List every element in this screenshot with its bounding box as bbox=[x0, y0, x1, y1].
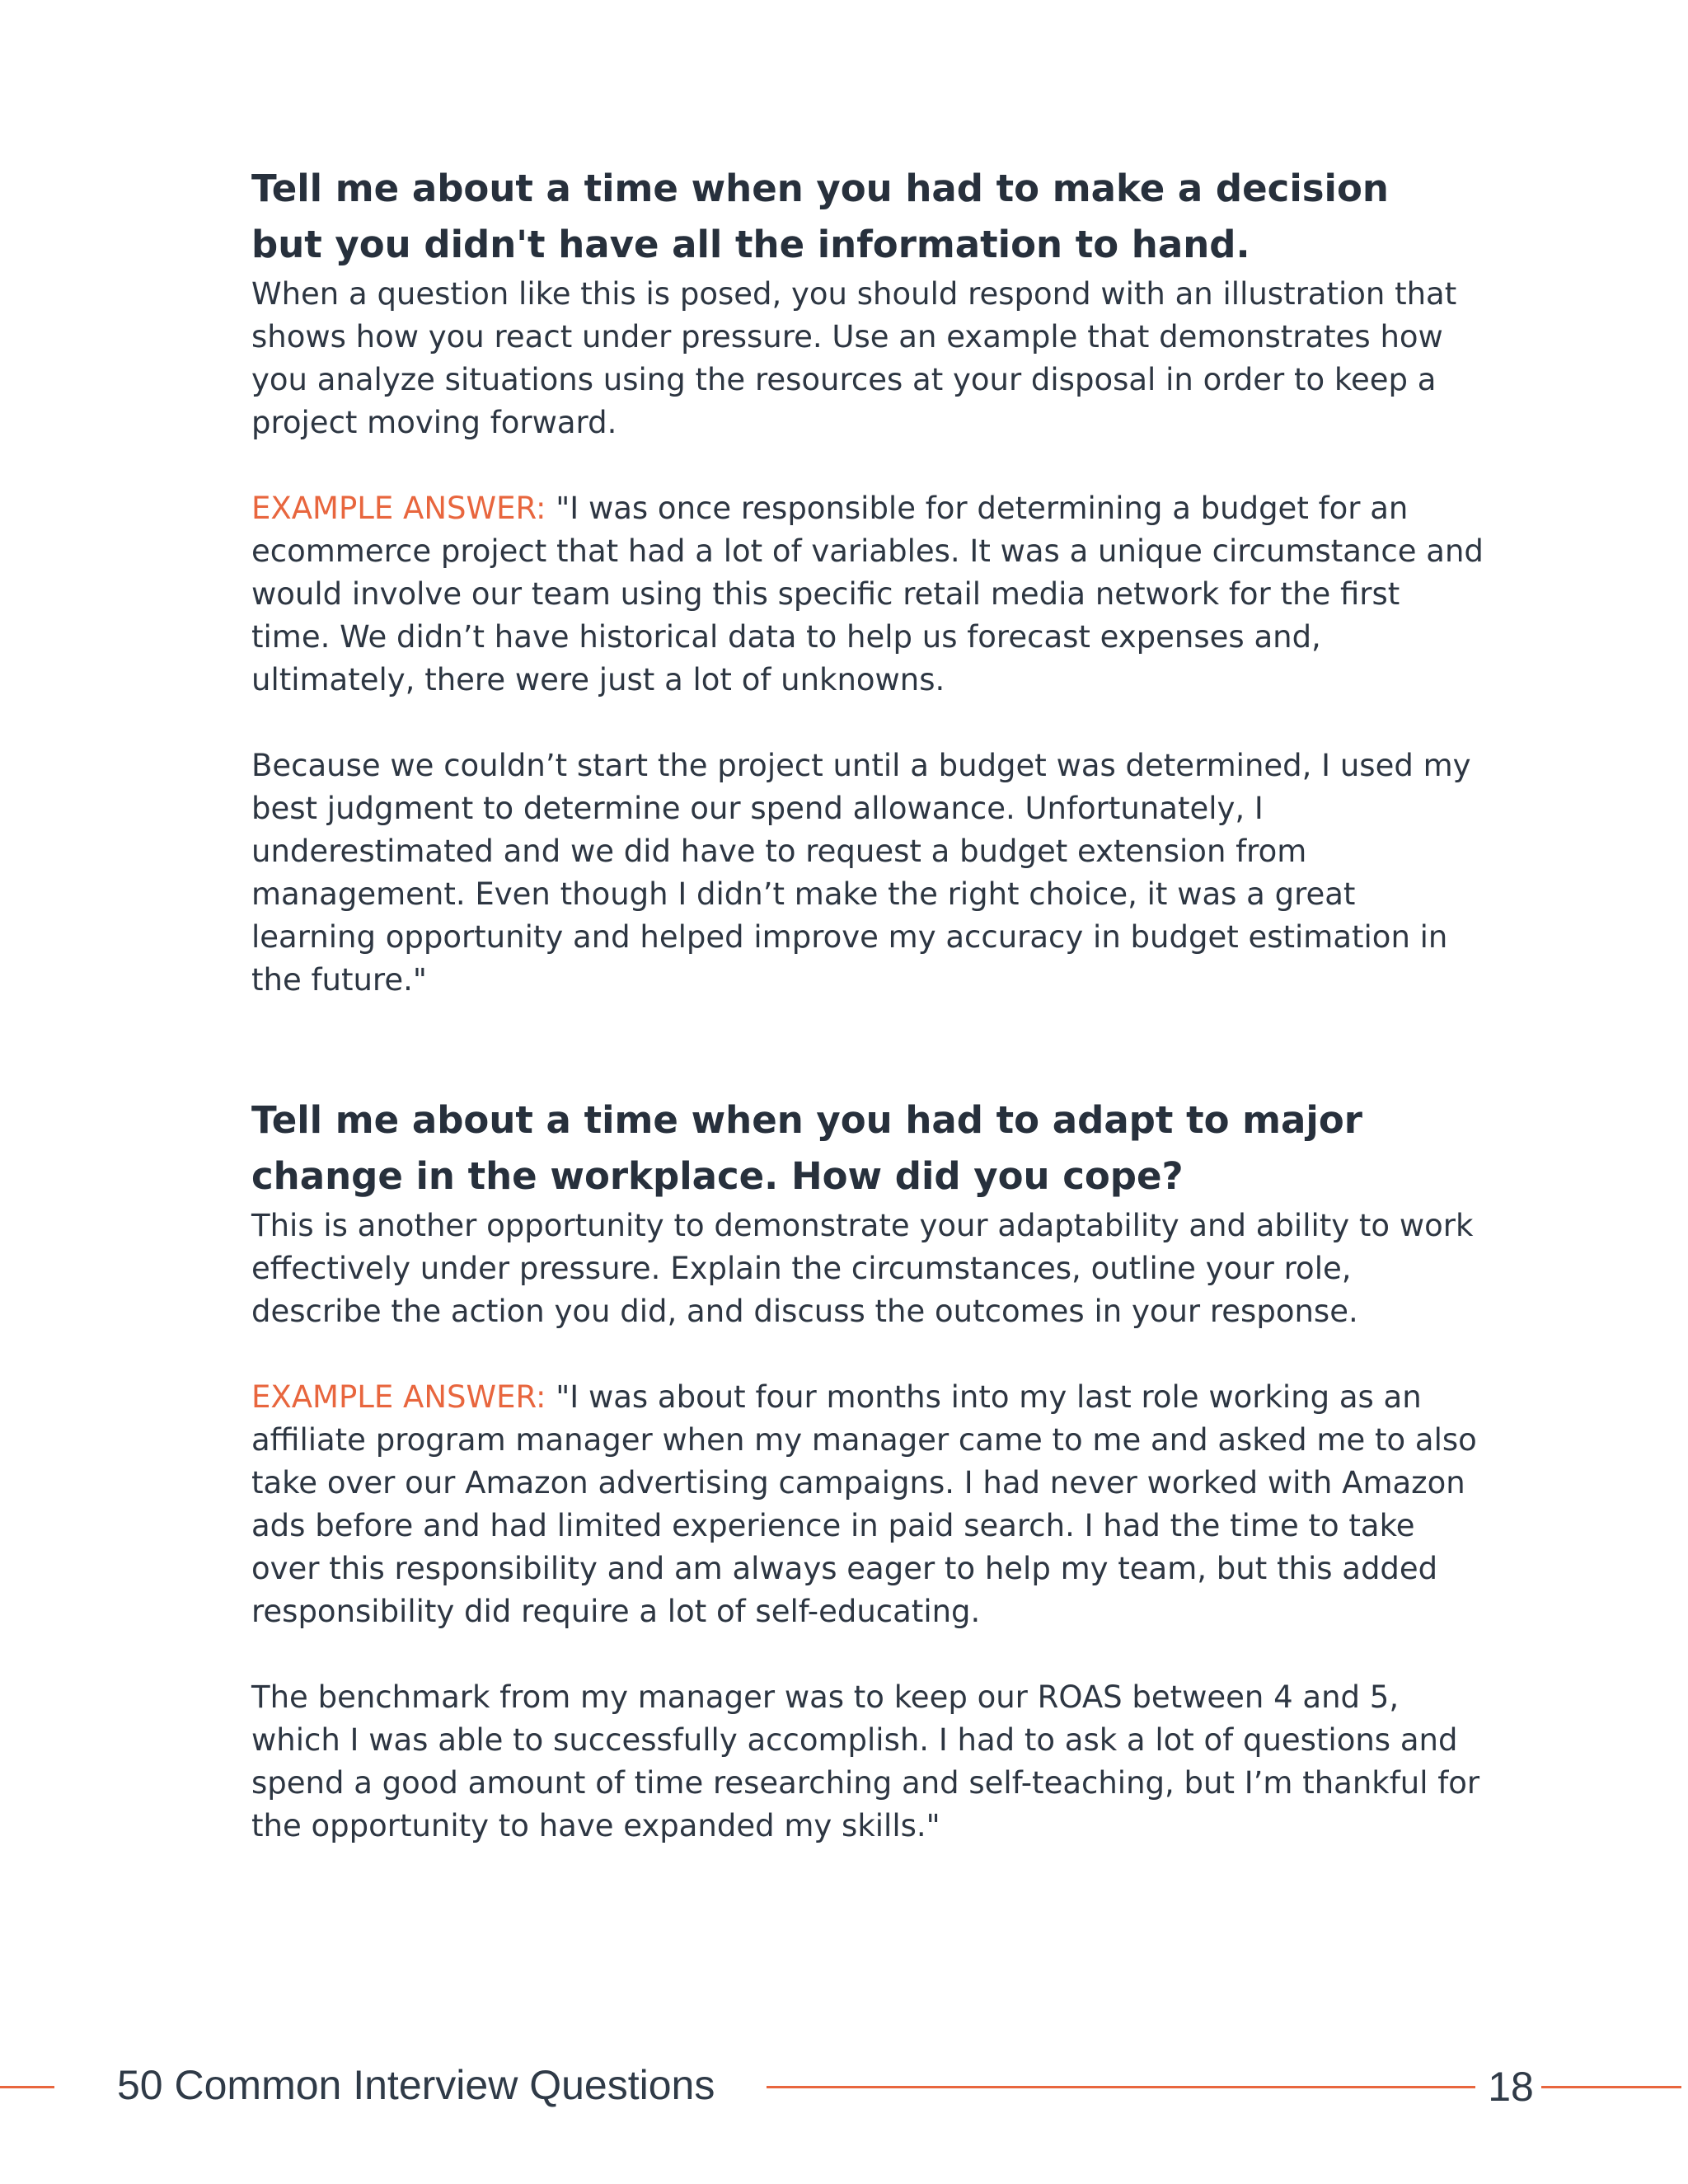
footer-rule-middle bbox=[767, 2086, 1475, 2088]
example-answer-text: "I was about four months into my last role working as an affiliate program manager when my manager came to me and asked me to also take over our Amazon advertising campaigns. I had never worked with Amazon ads before and had limited experience in paid search. I had the time to take over this responsibility and am always eager to help my team, but this added responsibility did require a lot of self-educating. bbox=[251, 1379, 1477, 1629]
example-answer-label: EXAMPLE ANSWER: bbox=[251, 491, 546, 526]
example-answer bbox=[251, 1376, 1488, 1633]
question-heading: Tell me about a time when you had to make a decision but you didn't have all the information to hand. bbox=[251, 167, 1389, 266]
example-answer-continuation: The benchmark from my manager was to keep our ROAS between 4 and 5, which I was able to successfully accomplish. I had to ask a lot of questions and spend a good amount of time researching and self-teaching, but I’m thankful for the opportunity to have expanded my skills." bbox=[251, 1679, 1480, 1843]
page-number: 18 bbox=[1488, 2064, 1534, 2110]
page-footer bbox=[0, 2053, 1688, 2119]
example-answer-continuation: Because we couldn’t start the project until a budget was determined, I used my best judgment to determine our spend allowance. Unfortunately, I underestimated and we did have to request a budget extension from management. Even though I didn’t make the right choice, it was a great learning opportunity and helped improve my accuracy in budget estimation in the future." bbox=[251, 748, 1471, 998]
example-answer bbox=[251, 487, 1488, 702]
page-content bbox=[251, 161, 1488, 1848]
footer-title: 50 Common Interview Questions bbox=[117, 2062, 715, 2108]
example-answer-label: EXAMPLE ANSWER: bbox=[251, 1379, 546, 1415]
footer-rule-left bbox=[0, 2086, 54, 2088]
question-intro: This is another opportunity to demonstrate your adaptability and ability to work effectively under pressure. Explain the circumstances, outline your role, describe the action you did, and discuss the outcomes in your response. bbox=[251, 1208, 1474, 1329]
section-divider-space bbox=[251, 1002, 1488, 1092]
question-section-1 bbox=[251, 161, 1488, 1002]
question-intro: When a question like this is posed, you should respond with an illustration that shows how you react under pressure. Use an example that demonstrates how you analyze situations using the resources at your disposal in order to keep a project moving forward. bbox=[251, 276, 1457, 440]
question-section-2 bbox=[251, 1092, 1488, 1848]
example-answer-text: "I was once responsible for determining a budget for an ecommerce project that had a lot of variables. It was a unique circumstance and would involve our team using this specific retail media network for the first time. We didn’t have historical data to help us forecast expenses and, ultimately, there were just a lot of unknowns. bbox=[251, 491, 1484, 697]
footer-rule-right bbox=[1541, 2086, 1681, 2088]
question-heading: Tell me about a time when you had to adapt to major change in the workplace. How did you cope? bbox=[251, 1098, 1362, 1198]
